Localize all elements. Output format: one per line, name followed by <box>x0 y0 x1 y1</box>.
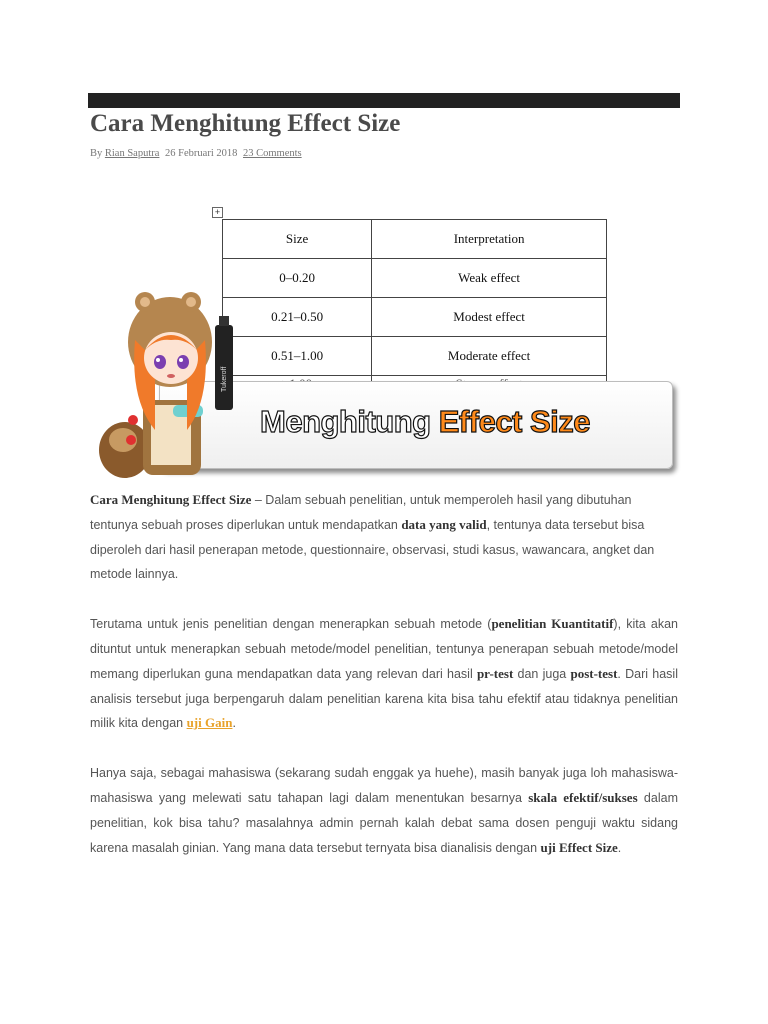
table-cell: 0–0.20 <box>223 259 372 298</box>
text: dalam penelitian, kok bisa tahu? masalahnya admin pernah kalah debat sama dosen penguji waktu sidang karena masalah ginian. Yang mana data tersebut ternyata bisa dianalisis dengan <box>90 790 678 855</box>
effect-size-table <box>222 219 607 397</box>
text: dan juga <box>513 666 571 681</box>
bold-text: post-test <box>570 665 618 681</box>
comments-link[interactable]: 23 Comments <box>243 148 302 159</box>
text: Hanya saja, sebagai mahasiswa (sekarang sudah enggak ya huehe), masih banyak juga loh mahasiswa-mahasiswa yang melewati satu tahapan lagi dalam menentukan besarnya <box>90 766 678 805</box>
top-bar <box>88 93 680 108</box>
post-date: 26 Februari 2018 <box>165 148 238 159</box>
table-cell: 0.51–1.00 <box>223 337 372 376</box>
table-header-row <box>223 220 607 259</box>
text: , tentunya data tersebut bisa diperoleh dari hasil penerapan metode, questionnaire, observasi, studi kasus, wawancara, angket dan metode lainnya. <box>90 517 655 582</box>
meta-by: By <box>90 148 103 159</box>
bold-text: Cara Menghitung Effect Size <box>90 492 252 507</box>
text: ), kita akan dituntut untuk menerapkan sebuah metode/model penelitian, tentunya penerapan sebuah metode/model memang diperlukan guna mendapatkan data yang relevan dari hasil <box>90 617 678 681</box>
mascot-illustration <box>95 280 245 485</box>
article-body <box>90 488 678 885</box>
featured-image <box>95 205 680 480</box>
bold-text: pr-test <box>476 665 514 681</box>
text: Terutama untuk jenis penelitian dengan menerapkan sebuah metode ( <box>90 617 492 632</box>
table-header-size: Size <box>223 220 372 259</box>
paragraph-2 <box>90 612 678 736</box>
table-row <box>223 298 607 337</box>
text: . <box>232 716 236 731</box>
post-meta <box>90 148 302 159</box>
bold-text: skala efektif/sukses <box>528 789 638 805</box>
table-cell: Moderate effect <box>372 337 607 376</box>
bold-text: uji Effect Size <box>540 839 618 855</box>
table-cell: Modest effect <box>372 298 607 337</box>
bottle-label: Tukeroff <box>221 366 228 392</box>
author-link[interactable]: Rian Saputra <box>104 148 160 159</box>
table-cell: 0.21–0.50 <box>223 298 372 337</box>
table-row <box>223 259 607 298</box>
table-header-interpretation: Interpretation <box>372 220 607 259</box>
banner-text <box>260 404 590 440</box>
text: – Dalam sebuah penelitian, untuk memperoleh hasil yang dibutuhan tentunya sebuah proses diperlukan untuk mendapatkan <box>90 493 632 532</box>
banner-word-2: Effect Size <box>438 404 591 439</box>
banner-word-1: Menghitung <box>260 404 431 439</box>
expand-icon[interactable]: + <box>212 207 223 218</box>
text: . Dari hasil analisis tersebut juga berpengaruh dalam penelitian karena kita bisa tahu efektif atau tidaknya penelitian milik kita dengan <box>90 666 678 731</box>
bold-text: data yang valid <box>401 516 487 532</box>
table-cell: Weak effect <box>372 259 607 298</box>
text: . <box>617 840 622 855</box>
bold-text: penelitian Kuantitatif <box>491 616 614 632</box>
uji-gain-link[interactable]: uji Gain <box>186 715 233 731</box>
page-title: Cara Menghitung Effect Size <box>90 110 401 137</box>
paragraph-3 <box>90 761 678 860</box>
table-row <box>223 337 607 376</box>
paragraph-1 <box>90 488 678 587</box>
